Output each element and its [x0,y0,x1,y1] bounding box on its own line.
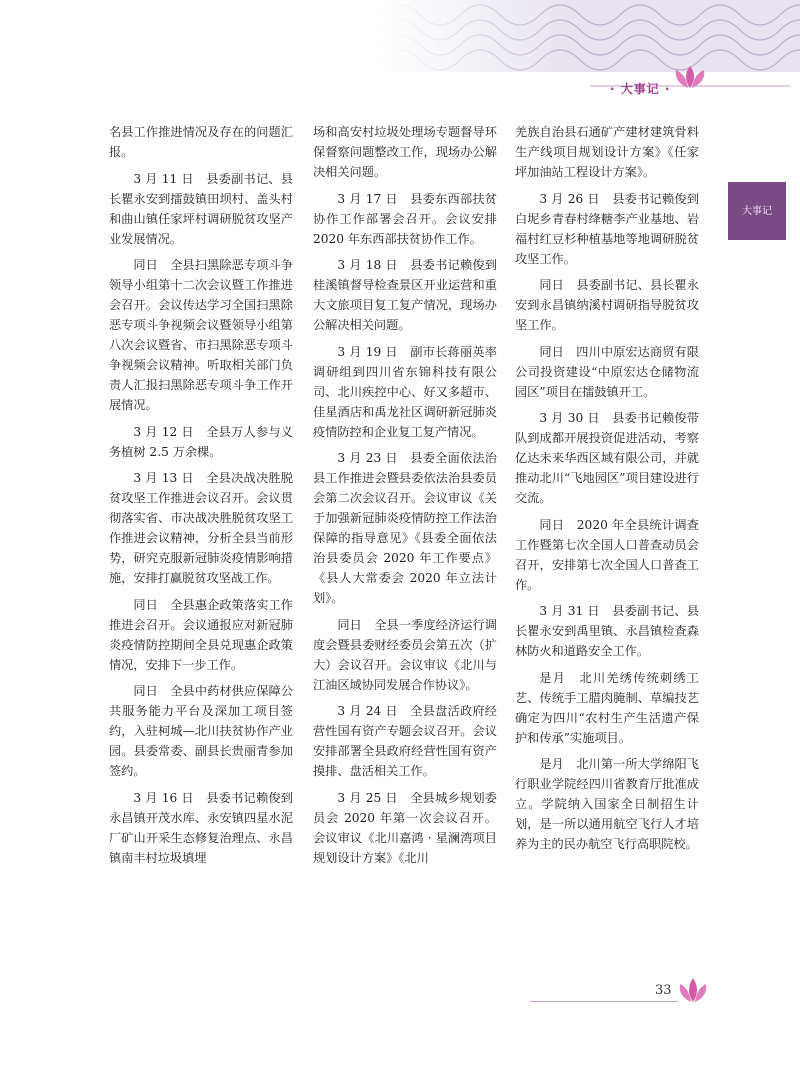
paragraph: 场和高安村垃圾处理场专题督导环保督察问题整改工作，现场办公解决相关问题。 [313,125,497,179]
text-column-2 [313,122,497,874]
paragraph: 3 月 19 日 副市长蒋丽英率调研组到四川省东锦科技有限公司、北川疾控中心、好又多超市、佳星酒店和禹龙社区调研新冠肺炎疫情防控和企业复工复产情况。 [313,344,497,439]
footer-divider [530,1001,678,1002]
paragraph: 3 月 16 日 县委书记赖俊到永昌镇开茂水库、永安镇四星水泥厂矿山开采生态修复治理点、永昌镇南丰村垃圾填埋 [109,790,293,865]
paragraph: 3 月 26 日 县委书记赖俊到白坭乡青春村绛糖李产业基地、岩福村红豆杉种植基地等地调研脱贫攻坚工作。 [515,191,699,266]
paragraph: 3 月 17 日 县委东西部扶贫协作工作部署会召开。会议安排 2020 年东西部扶贫协作工作。 [313,191,497,246]
paragraph: 同日 全县惠企政策落实工作推进会召开。会议通报应对新冠肺炎疫情防控期间全县兑现惠企政策情况，安排下一步工作。 [109,597,293,672]
page-header [0,0,800,100]
paragraph: 同日 全县扫黑除恶专项斗争领导小组第十二次会议暨工作推进会召开。会议传达学习全国扫黑除恶专项斗争视频会议暨领导小组第八次会议暨省、市扫黑除恶专项斗争视频会议精神。听取相关部门负责人汇报扫黑除恶专项斗争工作开展情况。 [109,258,293,412]
paragraph: 3 月 12 日 全县万人参与义务植树 2.5 万余棵。 [109,424,293,459]
paragraph: 羌族自治县石通矿产建材建筑骨料生产线项目规划设计方案》《任家坪加油站工程设计方案》。 [515,125,699,179]
paragraph: 3 月 31 日 县委副书记、县长瞿永安到禹里镇、永昌镇检查森林防火和道路安全工作。 [515,604,699,658]
paragraph: 名县工作推进情况及存在的问题汇报。 [109,125,293,159]
text-column-3 [515,122,699,861]
side-section-tab[interactable] [728,182,786,240]
paragraph: 3 月 18 日 县委书记赖俊到桂溪镇督导检查景区开业运营和重大文旅项目复工复产情况，现场办公解决相关问题。 [313,258,497,332]
paragraph: 3 月 13 日 全县决战决胜脱贫攻坚工作推进会议召开。会议贯彻落实省、市决战决胜脱贫攻坚工作推进会议精神，分析全县当前形势，研究克服新冠肺炎疫情影响措施，安排打赢脱贫攻坚战工作。 [109,471,293,585]
paragraph: 同日 全县中药材供应保障公共服务能力平台及深加工项目签约，入驻柯城—北川扶贫协作产业园。县委常委、副县长贵丽青参加签约。 [109,684,293,778]
text-column-1 [109,122,293,874]
wave-pattern-decoration [0,0,800,100]
paragraph: 同日 2020 年全县统计调查工作暨第七次全国人口普查动员会召开，安排第七次全国人口普查工作。 [515,517,699,592]
paragraph: 3 月 25 日 全县城乡规划委员会 2020 年第一次会议召开。会议审议《北川嘉鸿 · 星澜湾项目规划设计方案》《北川 [313,790,497,865]
paragraph: 同日 县委副书记、县长瞿永安到永昌镇纳溪村调研指导脱贫攻坚工作。 [515,278,699,332]
lotus-footer-icon [678,976,708,1006]
paragraph: 同日 四川中原宏达商贸有限公司投资建设“中原宏达仓储物流园区”项目在擂鼓镇开工。 [515,344,699,399]
paragraph: 是月 北川第一所大学绵阳飞行职业学院经四川省教育厅批准成立。学院纳入国家全日制招生计划，是一所以通用航空飞行人才培养为主的民办航空飞行高职院校。 [515,757,699,851]
page-number: 33 [655,983,672,998]
paragraph: 同日 全县一季度经济运行调度会暨县委财经委员会第五次（扩大）会议召开。会议审议《北川与江油区域协同发展合作协议》。 [313,617,497,692]
paragraph: 是月 北川羌绣传统刺绣工艺、传统手工腊肉腌制、草编技艺确定为四川“农村生产生活遗产保护和传承”实施项目。 [515,670,699,745]
paragraph: 3 月 11 日 县委副书记、县长瞿永安到擂鼓镇田坝村、盖头村和曲山镇任家坪村调研脱贫攻坚产业发展情况。 [109,171,293,246]
side-tab-label: 大事记 [742,205,772,217]
paragraph: 3 月 24 日 全县盘活政府经营性国有资产专题会议召开。会议安排部署全县政府经营性国有资产摸排、盘活相关工作。 [313,704,497,778]
paragraph: 3 月 30 日 县委书记赖俊带队到成都开展投资促进活动，考察亿达未来华西区域有限公司，并就推动北川“飞地园区”项目建设进行交流。 [515,411,699,505]
section-header-title: · 大事记 · [610,82,671,96]
paragraph: 3 月 23 日 县委全面依法治县工作推进会暨县委依法治县委员会第二次会议召开。会议审议《关于加强新冠肺炎疫情防控工作法治保障的指导意见》《县委全面依法治县委员会 2020 年工作要点》《县人大常委会 2020 年立法计划》。 [313,451,497,605]
